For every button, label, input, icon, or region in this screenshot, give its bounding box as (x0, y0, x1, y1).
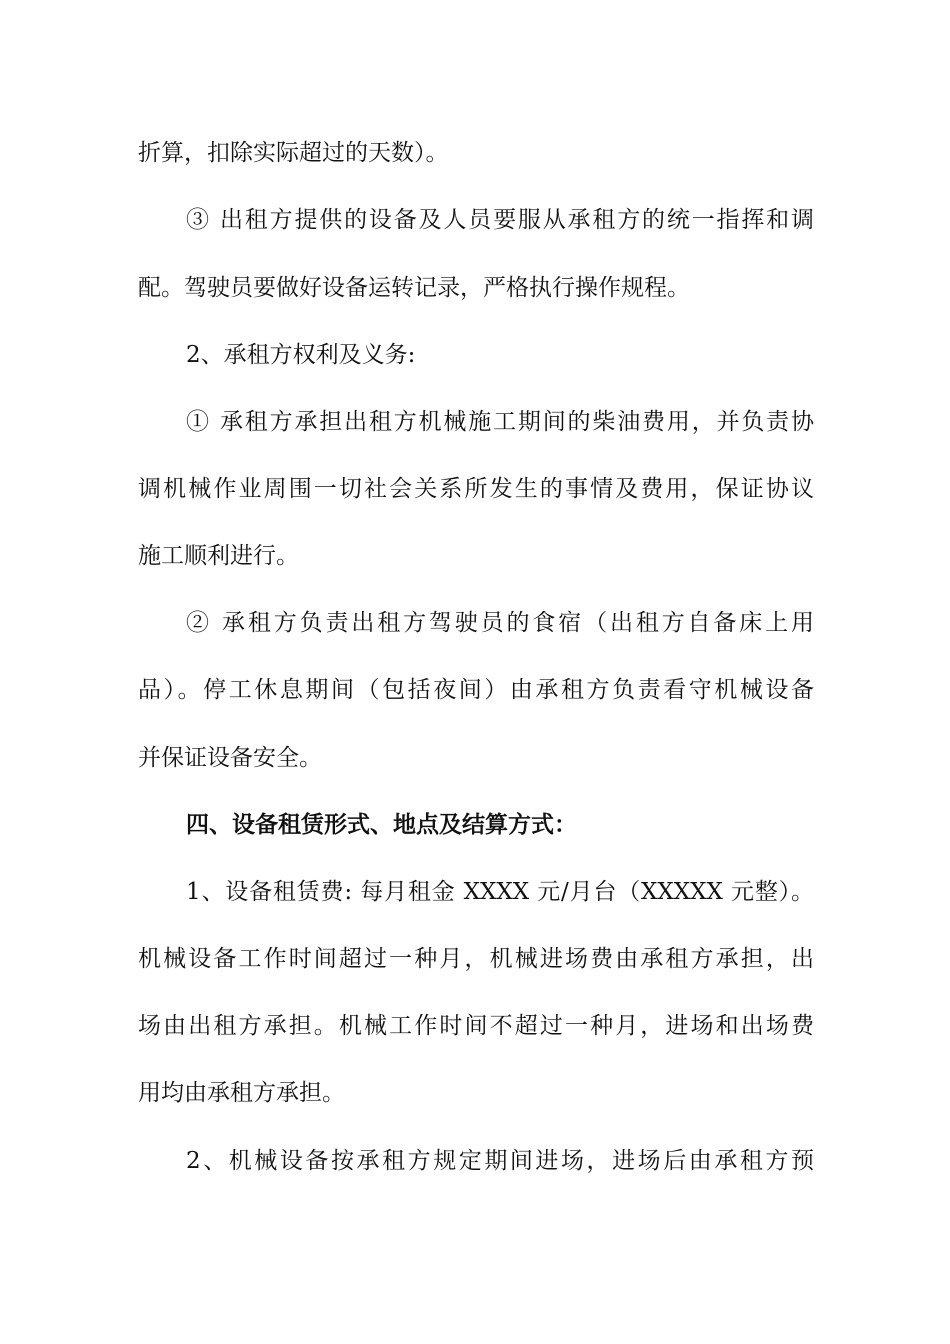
paragraph-line: 用均由承租方承担。 (138, 1080, 345, 1106)
section-heading: 四、设备租赁形式、地点及结算方式： (186, 812, 577, 838)
paragraph-line: ① 承租方承担出租方机械施工期间的柴油费用，并负责协 (186, 409, 814, 435)
section-subheading: 2、承租方权利及义务: (186, 342, 416, 368)
paragraph-line: ③ 出租方提供的设备及人员要服从承租方的统一指挥和调 (186, 207, 814, 233)
paragraph-line: 折算，扣除实际超过的天数）。 (138, 140, 449, 166)
paragraph-line: 机械设备工作时间超过一种月，机械进场费由承租方承担，出 (138, 946, 814, 972)
paragraph-line: 场由出租方承担。机械工作时间不超过一种月，进场和出场费 (138, 1013, 814, 1039)
paragraph-line: 配。驾驶员要做好设备运转记录，严格执行操作规程。 (138, 275, 690, 301)
paragraph-line: 施工顺利进行。 (138, 543, 299, 569)
paragraph-line: 1、设备租赁费: 每月租金 XXXX 元/月台（XXXXX 元整）。 (186, 879, 814, 905)
paragraph-line: 品）。停工休息期间（包括夜间）由承租方负责看守机械设备 (138, 677, 814, 703)
paragraph-line: 2、机械设备按承租方规定期间进场，进场后由承租方预 (186, 1148, 814, 1174)
paragraph-line: ② 承租方负责出租方驾驶员的食宿（出租方自备床上用 (186, 610, 814, 636)
paragraph-line: 调机械作业周围一切社会关系所发生的事情及费用，保证协议 (138, 476, 814, 502)
paragraph-line: 并保证设备安全。 (138, 745, 322, 771)
